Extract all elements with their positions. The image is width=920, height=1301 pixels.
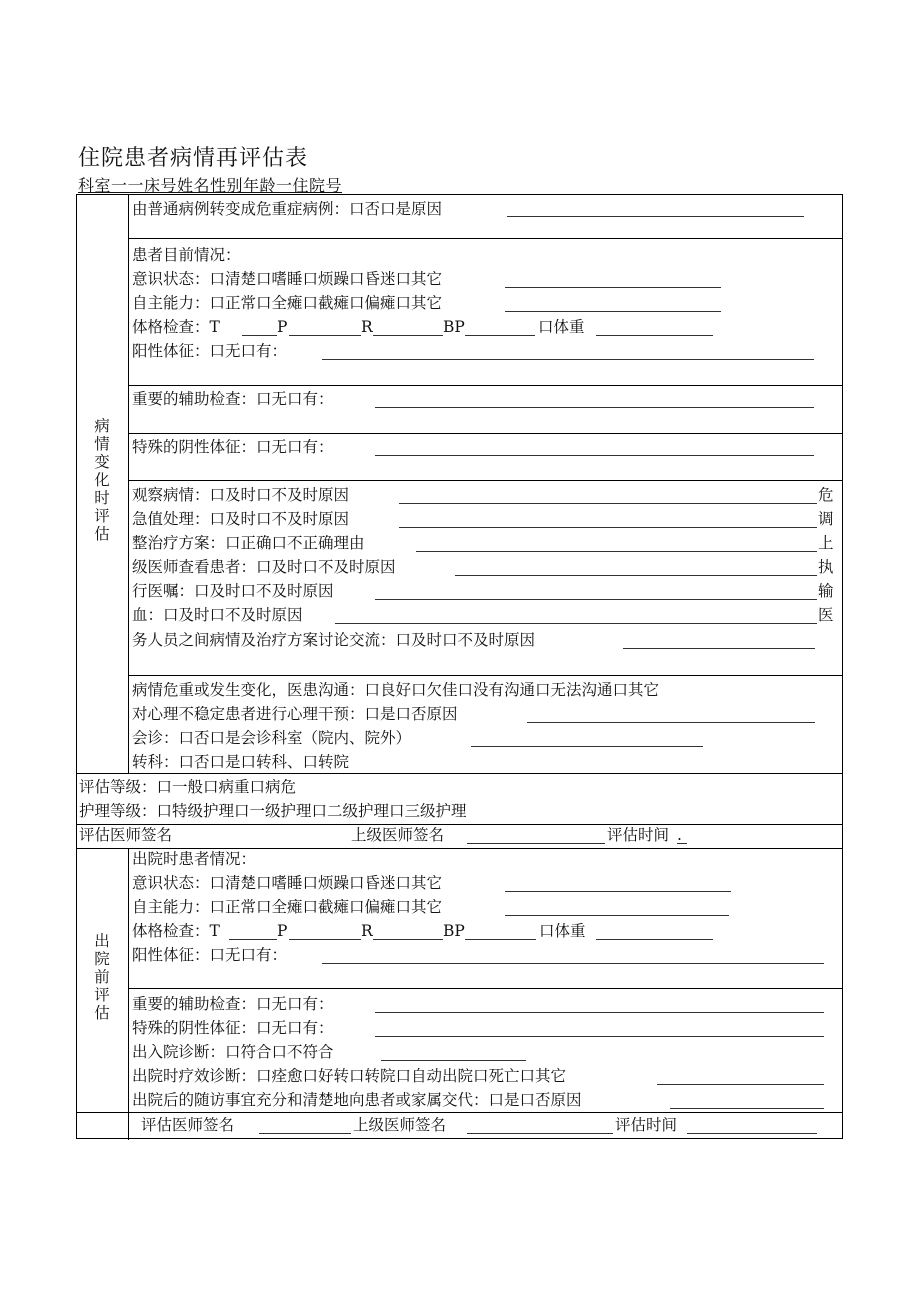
sig1-senior-blank[interactable] <box>467 843 605 844</box>
section-label-discharge: 出院前评估 <box>94 932 110 1022</box>
sig2-senior-label: 上级医师签名 <box>353 1116 447 1134</box>
psych-reason-blank[interactable] <box>527 722 815 723</box>
discharge-negative-blank[interactable] <box>375 1036 824 1037</box>
discharge-weight-label: 口体重 <box>539 922 586 940</box>
discharge-followup-blank[interactable] <box>670 1108 824 1109</box>
discharge-diagnosis-blank[interactable] <box>381 1060 526 1061</box>
positive-signs-blank[interactable] <box>322 359 814 360</box>
communication-line-1: 病情危重或发生变化，医患沟通：口良好口欠佳口没有沟通口无法沟通口其它 <box>132 681 660 699</box>
sig2-doctor-blank[interactable] <box>259 1133 351 1134</box>
consciousness-other-blank[interactable] <box>505 287 721 288</box>
observe-line-4: 级医师查看患者：口及时口不及时原因 <box>132 558 396 576</box>
discharge-positive-signs: 阳性体征：口无口有： <box>132 946 288 964</box>
self-care-other-blank[interactable] <box>505 311 721 312</box>
observe-line-3: 整治疗方案：口正确口不正确理由 <box>132 534 365 552</box>
resp-blank[interactable] <box>373 335 443 336</box>
sig1-doctor-label: 评估医师签名 <box>79 826 173 844</box>
weight-blank[interactable] <box>596 335 713 336</box>
pulse-label: P <box>277 318 288 336</box>
discharge-diagnosis: 出入院诊断：口符合口不符合 <box>132 1043 334 1061</box>
change-to-critical: 由普通病例转变成危重症病例：口否口是原因 <box>132 200 443 218</box>
page-title: 住院患者病情再评估表 <box>78 146 309 171</box>
row-divider <box>128 238 842 239</box>
discharge-physical-label: 体格检查：T <box>132 922 220 940</box>
observe-blank-2[interactable] <box>399 527 817 528</box>
discharge-self-care: 自主能力：口正常口全瘫口截瘫口偏瘫口其它 <box>132 898 443 916</box>
section-label-change: 病情变化时评估 <box>94 417 110 543</box>
observe-end-5: 输 <box>818 582 834 600</box>
patient-info-line: 科室一一床号姓名性别年龄一住院号 <box>78 176 343 195</box>
discharge-weight-blank[interactable] <box>596 939 713 940</box>
discharge-pulse-blank[interactable] <box>289 939 361 940</box>
discharge-aux-blank[interactable] <box>375 1012 824 1013</box>
positive-signs: 阳性体征：口无口有： <box>132 342 288 360</box>
discharge-resp-blank[interactable] <box>373 939 443 940</box>
temp-blank[interactable] <box>242 335 277 336</box>
row-divider <box>77 1112 842 1113</box>
physical-exam-label: 体格检查：T <box>132 318 220 336</box>
bp-label: BP <box>443 318 465 336</box>
aux-exam-blank[interactable] <box>375 407 814 408</box>
assessment-grade: 评估等级：口一般口病重口病危 <box>79 778 297 796</box>
discharge-bp-label: BP <box>443 922 465 940</box>
observe-line-5: 行医嘱：口及时口不及时原因 <box>132 582 334 600</box>
observe-line-1: 观察病情：口及时口不及时原因 <box>132 486 350 504</box>
observe-end-1: 危 <box>818 486 834 504</box>
reason-blank[interactable] <box>507 216 804 217</box>
observe-blank-4[interactable] <box>455 575 817 576</box>
observe-end-6: 医 <box>818 606 834 624</box>
observe-end-3: 上 <box>818 534 834 552</box>
discharge-temp-blank[interactable] <box>229 939 277 940</box>
communication-line-4: 转科：口否口是口转科、口转院 <box>132 753 350 771</box>
negative-signs-blank[interactable] <box>375 455 814 456</box>
row-divider <box>128 480 842 481</box>
observe-blank-3[interactable] <box>416 551 817 552</box>
sig1-senior-label: 上级医师签名 <box>351 826 445 844</box>
observe-line-2: 急值处理：口及时口不及时原因 <box>132 510 350 528</box>
bp-blank[interactable] <box>465 335 535 336</box>
discharge-consciousness-blank[interactable] <box>505 891 731 892</box>
row-divider <box>128 675 842 676</box>
label-column-divider-bottom <box>128 848 129 1140</box>
pulse-blank[interactable] <box>289 335 361 336</box>
communication-line-2: 对心理不稳定患者进行心理干预：口是口否原因 <box>132 705 458 723</box>
discharge-efficacy: 出院时疗效诊断：口痊愈口好转口转院口自动出院口死亡口其它 <box>132 1067 567 1085</box>
consult-dept-blank[interactable] <box>471 746 703 747</box>
label-column-divider <box>128 195 129 773</box>
sig1-time-label: 评估时间 <box>607 826 670 844</box>
discharge-positive-blank[interactable] <box>322 963 824 964</box>
discharge-resp-label: R <box>361 922 373 940</box>
sig2-time-blank[interactable] <box>687 1133 817 1134</box>
nursing-grade: 护理等级：口特级护理口一级护理口二级护理口三级护理 <box>79 802 467 820</box>
sig2-time-label: 评估时间 <box>615 1116 678 1134</box>
discharge-consciousness: 意识状态：口清楚口嗜睡口烦躁口昏迷口其它 <box>132 874 443 892</box>
observe-blank-7[interactable] <box>623 648 815 649</box>
sig2-doctor-label: 评估医师签名 <box>141 1116 235 1134</box>
discharge-negative-signs: 特殊的阴性体征：口无口有： <box>132 1019 334 1037</box>
sig2-senior-blank[interactable] <box>467 1133 613 1134</box>
row-divider <box>77 773 842 774</box>
observe-blank-6[interactable] <box>335 623 817 624</box>
sig1-time-blank[interactable] <box>677 843 687 844</box>
self-care-options: 自主能力：口正常口全瘫口截瘫口偏瘫口其它 <box>132 294 443 312</box>
discharge-followup: 出院后的随访事宜充分和清楚地向患者或家属交代：口是口否原因 <box>132 1091 582 1109</box>
communication-line-3: 会诊：口否口是会诊科室（院内、院外） <box>132 729 412 747</box>
discharge-aux-exam: 重要的辅助检查：口无口有： <box>132 995 334 1013</box>
observe-line-6: 血：口及时口不及时原因 <box>132 606 303 624</box>
row-divider <box>128 988 842 989</box>
observe-blank-1[interactable] <box>399 503 817 504</box>
resp-label: R <box>361 318 373 336</box>
discharge-pulse-label: P <box>277 922 288 940</box>
discharge-efficacy-blank[interactable] <box>657 1084 824 1085</box>
observe-blank-5[interactable] <box>375 599 817 600</box>
row-divider <box>77 824 842 825</box>
consciousness-options: 意识状态：口清楚口嗜睡口烦躁口昏迷口其它 <box>132 270 443 288</box>
observe-line-7: 务人员之间病情及治疗方案讨论交流：口及时口不及时原因 <box>132 631 536 649</box>
weight-label: 口体重 <box>538 318 585 336</box>
row-divider <box>128 433 842 434</box>
observe-end-4: 执 <box>818 558 834 576</box>
current-status-heading: 患者目前情况： <box>132 246 241 264</box>
discharge-bp-blank[interactable] <box>465 939 536 940</box>
discharge-self-care-blank[interactable] <box>505 915 729 916</box>
discharge-heading: 出院时患者情况： <box>132 850 257 868</box>
aux-exam: 重要的辅助检查：口无口有： <box>132 390 334 408</box>
negative-signs: 特殊的阴性体征：口无口有： <box>132 438 334 456</box>
row-divider <box>128 385 842 386</box>
sig1-time-dot: . <box>677 826 682 844</box>
assessment-form <box>76 194 843 1139</box>
observe-end-2: 调 <box>818 510 834 528</box>
